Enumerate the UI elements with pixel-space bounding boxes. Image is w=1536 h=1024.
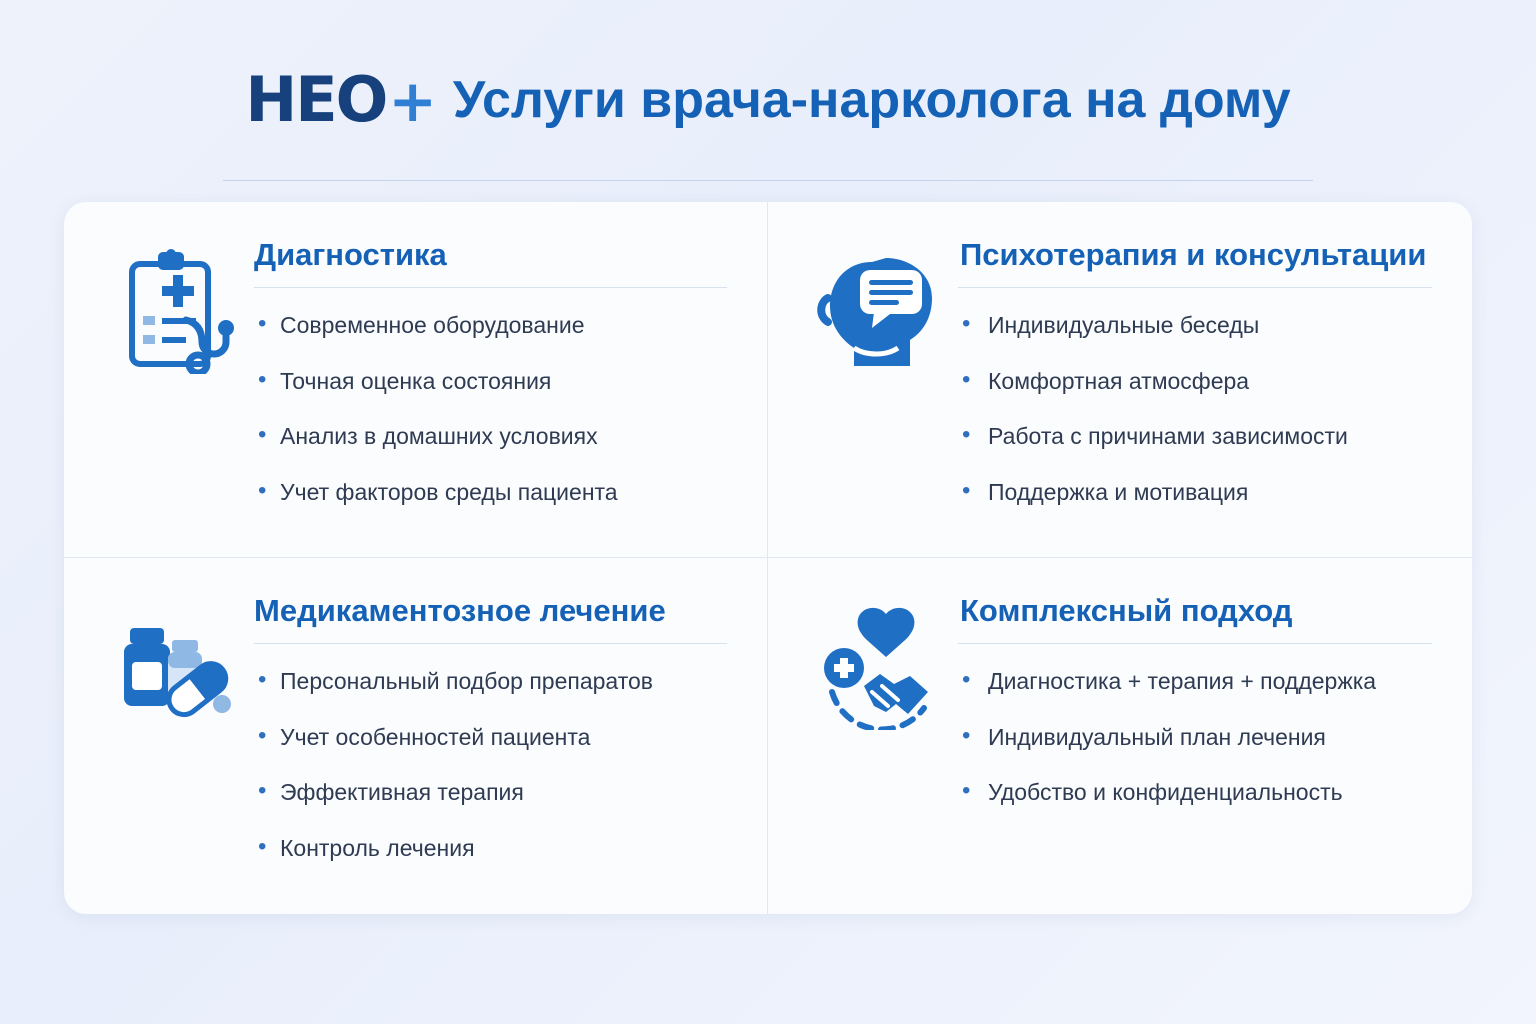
list-item: • Эффективная терапия [254, 765, 727, 821]
list-item: • Точная оценка состояния [254, 354, 727, 410]
service-card-psychotherapy [768, 202, 1472, 558]
logo-plus-icon: + [388, 67, 435, 136]
card-content [240, 236, 727, 521]
service-card-medication [64, 558, 768, 914]
medicine-bottles-pill-icon [110, 592, 240, 730]
header [0, 0, 1536, 228]
card-content [240, 592, 727, 877]
card-title: Диагностика [254, 237, 447, 272]
list-item: • Поддержка и мотивация [958, 465, 1432, 521]
card-content [944, 236, 1432, 521]
list-item: • Анализ в домашних условиях [254, 409, 727, 465]
card-divider [958, 643, 1432, 644]
clipboard-stethoscope-icon [110, 236, 240, 374]
list-item: • Индивидуальные беседы [958, 298, 1432, 354]
head-speech-bubble-icon [814, 236, 944, 374]
title-divider [223, 180, 1313, 181]
list-item: • Персональный подбор препаратов [254, 654, 727, 710]
list-item: • Работа с причинами зависимости [958, 409, 1432, 465]
services-panel [64, 202, 1472, 914]
card-divider [254, 287, 727, 288]
list-item: • Индивидуальный план лечения [958, 710, 1432, 766]
list-item: • Контроль лечения [254, 821, 727, 877]
list-item: • Современное оборудование [254, 298, 727, 354]
card-divider [958, 287, 1432, 288]
card-bullet-list [254, 654, 727, 876]
card-title: Психотерапия и консультации [960, 237, 1427, 272]
page-title: Услуги врача-нарколога на дому [452, 70, 1291, 129]
service-card-diagnostics [64, 202, 768, 558]
list-item: • Учет особенностей пациента [254, 710, 727, 766]
list-item: • Учет факторов среды пациента [254, 465, 727, 521]
card-divider [254, 643, 727, 644]
card-title: Медикаментозное лечение [254, 593, 666, 628]
list-item: • Диагностика + терапия + поддержка [958, 654, 1432, 710]
card-bullet-list [958, 298, 1432, 520]
card-title: Комплексный подход [960, 593, 1293, 628]
card-bullet-list [958, 654, 1432, 821]
card-content [944, 592, 1432, 821]
heart-handshake-icon [814, 592, 944, 730]
logo [245, 63, 435, 137]
brand-row [0, 38, 1536, 162]
logo-text: HEO [245, 63, 387, 137]
list-item: • Удобство и конфиденциальность [958, 765, 1432, 821]
card-bullet-list [254, 298, 727, 520]
list-item: • Комфортная атмосфера [958, 354, 1432, 410]
service-card-complex-approach [768, 558, 1472, 914]
